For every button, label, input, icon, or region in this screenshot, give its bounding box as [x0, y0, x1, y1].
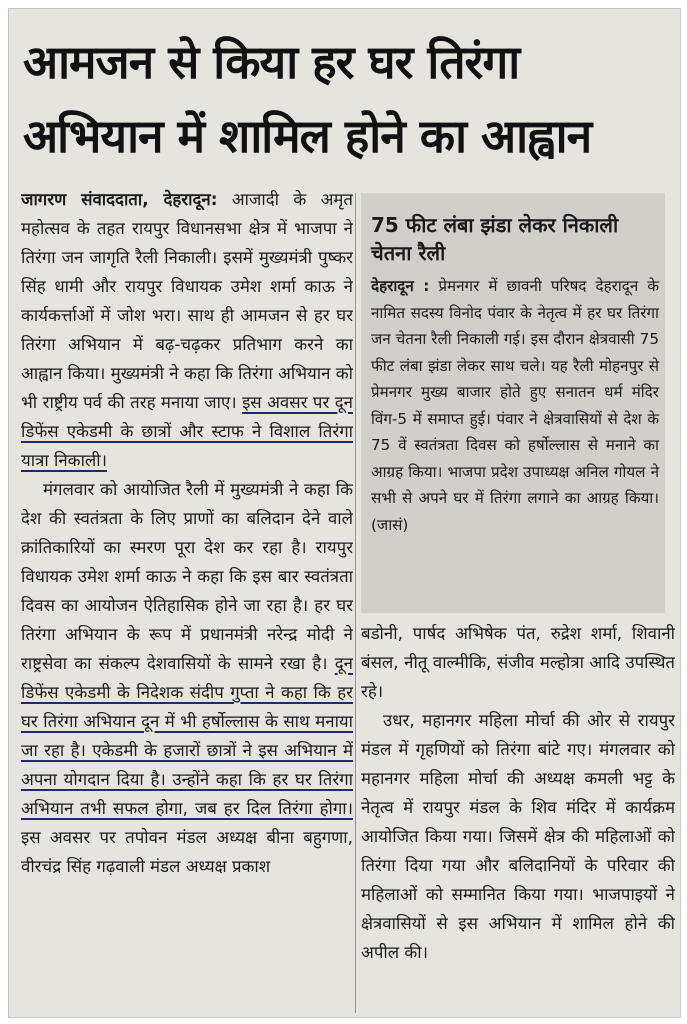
side-box — [361, 193, 665, 613]
article-paragraph-3: उधर, महानगर महिला मोर्चा की ओर से रायपुर मंडल में गृहणियों को तिरंगा बांटे गए। मंगलवार को महानगर महिला मोर्चा की अध्यक्ष कमली भट्ट के नेतृत्व में रायपुर मंडल के शिव मंदिर में कार्यक्रम आयोजित किया गया। जिसमें क्षेत्र की महिलाओं को तिरंगा दिया गया और बलिदानियों के परिवार की महिलाओं को सम्मानित किया गया। भाजपाइयों ने क्षेत्रवासियों से इस अभियान में शामिल होने की अपील की। — [361, 710, 675, 962]
underlined-highlight-1: इस अवसर पर दून डिफेंस एकेडमी के छात्रों और स्टाफ ने विशाल तिरंगा यात्रा निकाली। — [21, 392, 353, 470]
underlined-highlight-2: दून डिफेंस एकेडमी के निदेशक संदीप गुप्ता ने कहा कि हर घर तिरंगा अभियान दून में भी हर्षोल्लास के साथ मनाया जा रहा है। एकेडमी के हजारों छात्रों ने इस अभियान में अपना योगदान दिया है। उन्होंने कहा कि हर घर तिरंगा अभियान तभी सफल होगा, जब हर दिल तिरंगा होगा। — [21, 653, 353, 818]
paragraph-2-tail: इस अवसर पर तपोवन मंडल अध्यक्ष बीना बहुगणा, वीरचंद्र सिंह गढ़वाली मंडल अध्यक्ष प्रकाश — [21, 827, 353, 876]
article-paragraph-2 — [21, 475, 353, 881]
article-paragraph-1 — [21, 185, 353, 475]
paragraph-2-text: मंगलवार को आयोजित रैली में मुख्यमंत्री ने कहा कि देश की स्वतंत्रता के लिए प्राणों का बलिदान देने वाले क्रांतिकारियों का स्मरण पूरा देश कर रहा है। रायपुर विधायक उमेश शर्मा काऊ ने कहा कि इस बार स्वतंत्रता दिवस का आयोजन ऐतिहासिक होने जा रहा है। हर घर तिरंगा अभियान के रूप में प्रधानमंत्री नरेन्द्र मोदी ने राष्ट्रसेवा का संकल्प देशवासियों के सामने रखा है। — [21, 479, 353, 673]
headline — [23, 25, 673, 173]
newspaper-clipping — [8, 8, 681, 1018]
side-box-credit: (जासं) — [371, 515, 409, 534]
main-article-left-column — [21, 185, 353, 1013]
side-box-body — [371, 273, 659, 538]
main-article-right-column — [361, 619, 675, 1013]
headline-line-1: आमजन से किया हर घर तिरंगा — [23, 35, 520, 89]
column-divider — [355, 193, 356, 1013]
byline: जागरण संवाददाता, देहरादून: — [21, 189, 218, 209]
article-continuation: बडोनी, पार्षद अभिषेक पंत, रुद्रेश शर्मा, शिवानी बंसल, नीतू वाल्मीकि, संजीव मल्होत्रा आदि उपस्थित रहे। — [361, 623, 675, 701]
side-box-text: प्रेमनगर में छावनी परिषद देहरादून के नामित सदस्य विनोद पंवार के नेतृत्व में हर घर तिरंगा जन चेतना रैली निकाली गई। इस दौरान क्षेत्रवासी 75 फीट लंबा झंडा लेकर साथ चले। यह रैली मोहनपुर से प्रेमनगर मुख्य बाजार होते हुए सनातन धर्म मंदिर विंग-5 में समाप्त हुई। पंवार ने क्षेत्रवासियों से देश के 75 वें स्वतंत्रता दिवस को हर्षोल्लास से मनाने का आग्रह किया। भाजपा प्रदेश उपाध्यक्ष अनिल गोयल ने सभी से अपने घर में तिरंगा लगाने का आग्रह किया। — [371, 277, 659, 507]
side-box-dateline: देहरादून : — [371, 277, 430, 295]
side-box-title: 75 फीट लंबा झंडा लेकर निकाली चेतना रैली — [371, 213, 619, 265]
headline-line-2: अभियान में शामिल होने का आह्वान — [23, 109, 592, 163]
paragraph-1-text: आजादी के अमृत महोत्सव के तहत रायपुर विधानसभा क्षेत्र में भाजपा ने तिरंगा जन जागृति रैली निकाली। इसमें मुख्यमंत्री पुष्कर सिंह धामी और रायपुर विधायक उमेश शर्मा काऊ ने कार्यकर्त्ताओं में जोश भरा। साथ ही आमजन से हर घर तिरंगा अभियान में बढ़-चढ़कर प्रतिभाग करने का आह्वान किया। मुख्यमंत्री ने कहा कि तिरंगा अभियान को भी राष्ट्रीय पर्व की तरह मनाया जाए। — [21, 189, 353, 412]
